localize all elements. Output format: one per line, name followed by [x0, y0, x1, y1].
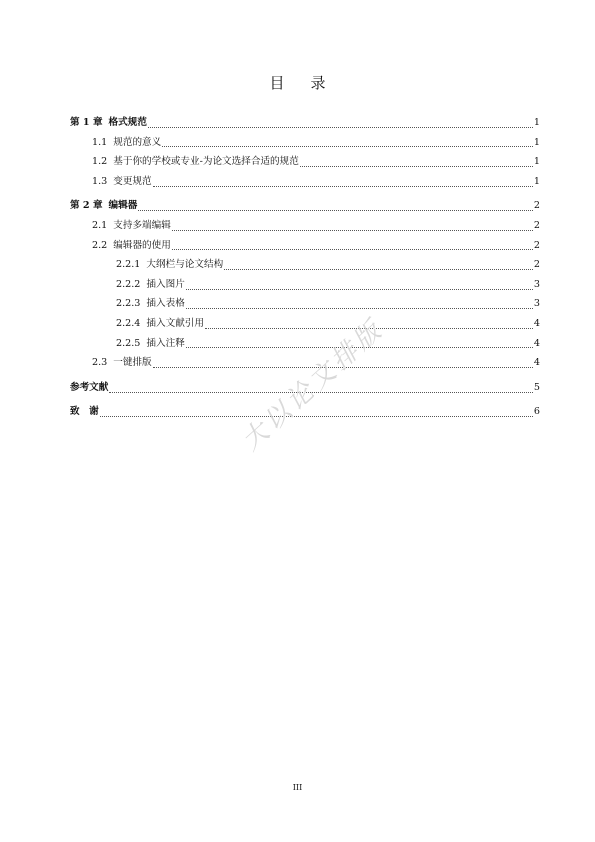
- toc-entry-number: 1.2: [92, 156, 108, 168]
- watermark: 大以论文排版: [236, 314, 390, 457]
- toc-entry[interactable]: [70, 275, 540, 295]
- toc-leader-dots: [100, 415, 533, 417]
- toc-entry-page: 3: [533, 298, 540, 310]
- toc-entry-page: 2: [533, 200, 540, 212]
- toc-entry-number: 2.2.4: [116, 317, 141, 329]
- toc-entry-number: 2.1: [92, 219, 108, 231]
- toc-entry-page: 4: [533, 317, 540, 329]
- toc-leader-dots: [162, 145, 533, 147]
- toc-entry[interactable]: [70, 236, 540, 256]
- toc-entry-page: 2: [533, 259, 540, 271]
- toc-entry-page: 1: [533, 156, 540, 168]
- toc-entry-page: 6: [533, 406, 540, 418]
- toc-entry-label: 插入注释: [146, 337, 185, 349]
- toc-entry-page: 2: [533, 239, 540, 251]
- toc-entry[interactable]: [70, 314, 540, 334]
- toc-leader-dots: [186, 288, 533, 290]
- toc-entry[interactable]: [70, 294, 540, 314]
- toc-entry-number: 2.2: [92, 239, 108, 251]
- toc-entry-label: 编辑器的使用: [113, 239, 171, 251]
- toc-entry-label: 参考文献: [70, 381, 109, 393]
- toc-entry-number: 1.3: [92, 175, 108, 187]
- toc-entry-page: 5: [533, 381, 540, 393]
- page-number: III: [292, 783, 303, 792]
- toc-entry-label: 插入文献引用: [146, 317, 204, 329]
- toc-leader-dots: [224, 268, 533, 270]
- toc-entry-number: 1.1: [92, 136, 108, 148]
- toc-entry-page: 1: [533, 175, 540, 187]
- toc-entry-label: 大纲栏与论文结构: [146, 259, 224, 271]
- toc-entry-number: 2.2.1: [116, 259, 141, 271]
- toc-entry-number: 第 2 章: [70, 200, 103, 212]
- toc-entry-label: 致 谢: [70, 406, 99, 418]
- toc-entry[interactable]: [70, 133, 540, 153]
- toc-entry-label: 格式规范: [108, 117, 147, 128]
- toc-entry-page: 4: [533, 357, 540, 369]
- toc-entry[interactable]: [70, 152, 540, 172]
- toc-entry-label: 变更规范: [113, 175, 152, 187]
- toc-entry-page: 3: [533, 278, 540, 290]
- toc-leader-dots: [300, 165, 533, 167]
- toc-leader-dots: [138, 209, 533, 211]
- toc-entry[interactable]: [70, 172, 540, 192]
- toc-entry-number: 2.2.3: [116, 298, 141, 310]
- toc-entry[interactable]: [70, 196, 540, 216]
- toc-entry-page: 4: [533, 337, 540, 349]
- toc-entry[interactable]: [70, 334, 540, 354]
- toc-entry-page: 2: [533, 219, 540, 231]
- toc-entry-label: 规范的意义: [113, 136, 162, 148]
- toc-entry[interactable]: [70, 216, 540, 236]
- toc-entry-number: 2.2.5: [116, 337, 141, 349]
- toc-entry-label: 支持多端编辑: [113, 219, 171, 231]
- toc-entry-label: 插入图片: [146, 278, 185, 290]
- toc-entry-number: 2.3: [92, 357, 108, 369]
- toc-leader-dots: [153, 185, 533, 187]
- toc-entry-page: 1: [533, 136, 540, 148]
- toc-entry-number: 第 1 章: [70, 117, 103, 128]
- toc-leader-dots: [148, 126, 533, 128]
- toc-leader-dots: [186, 307, 533, 309]
- toc-entry-label: 基于你的学校或专业-为论文选择合适的规范: [113, 156, 299, 168]
- toc-entry-page: 1: [533, 117, 540, 128]
- toc-entry[interactable]: [70, 255, 540, 275]
- toc-leader-dots: [172, 229, 533, 231]
- toc-entry-label: 一键排版: [113, 357, 152, 369]
- toc-title: 目录: [269, 74, 352, 92]
- toc-entry-number: 2.2.2: [116, 278, 141, 290]
- toc-entry[interactable]: [70, 113, 540, 133]
- toc-leader-dots: [172, 248, 533, 250]
- toc-entry-label: 插入表格: [146, 298, 185, 310]
- toc-entry-label: 编辑器: [108, 200, 138, 212]
